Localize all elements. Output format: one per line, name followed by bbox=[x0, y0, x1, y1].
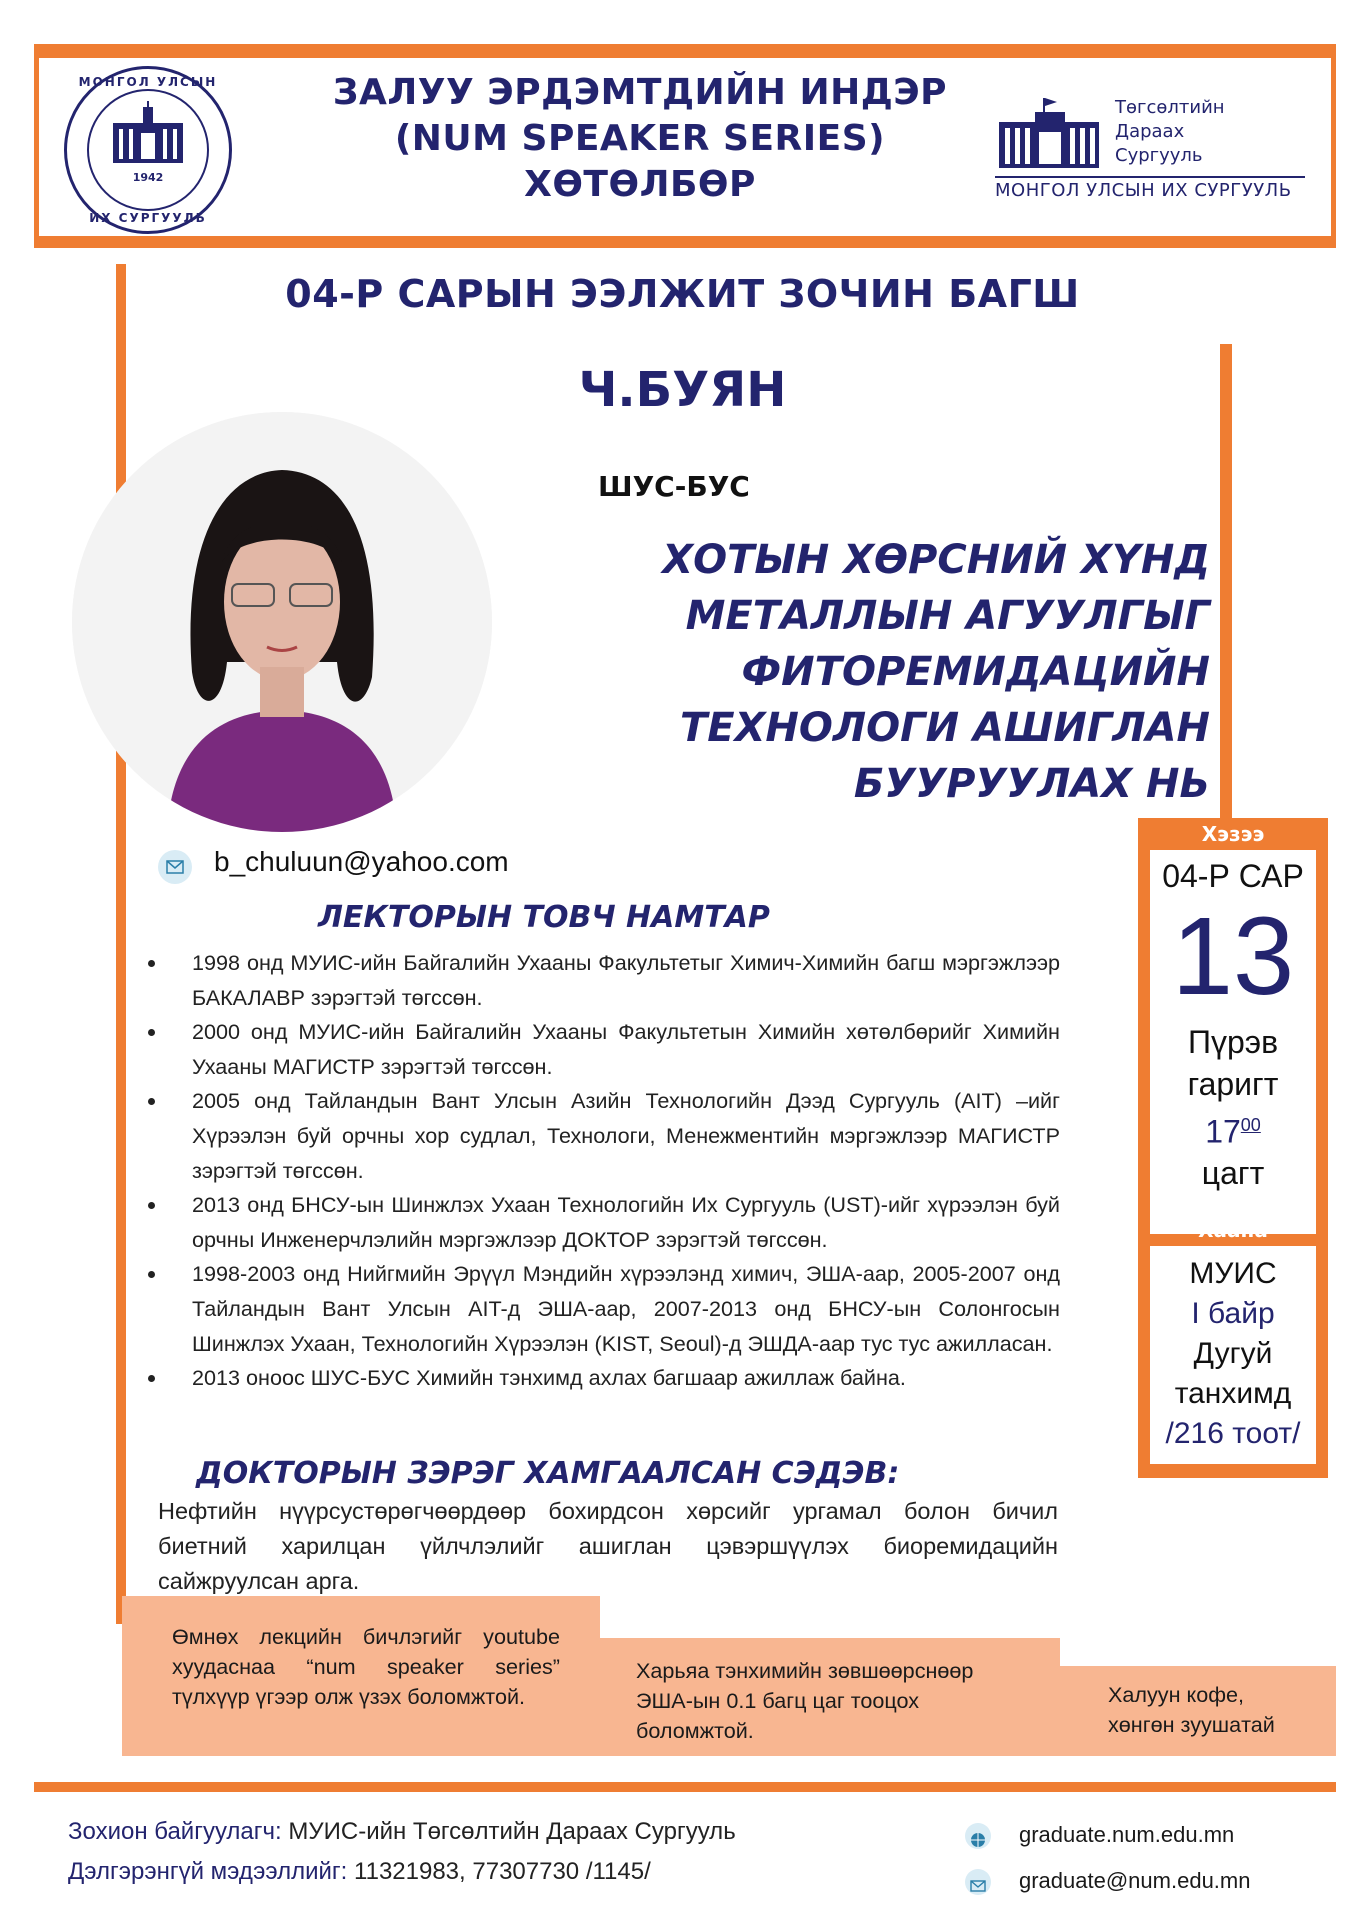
speaker-portrait-image bbox=[72, 412, 492, 832]
lecture-topic-line-5: БУУРУУЛАХ НЬ bbox=[853, 761, 1210, 807]
globe-icon bbox=[965, 1823, 991, 1849]
info-box-credit: Харьяа тэнхимийн зөвшөөрснөөр ЭША-ын 0.1 багц цаг тооцох боломжтой. bbox=[586, 1638, 1060, 1756]
footer-organizer bbox=[68, 1812, 736, 1892]
program-title bbox=[250, 70, 1030, 208]
contact-phones: 11321983, 77307730 /1145/ bbox=[354, 1858, 651, 1885]
graduate-school-logo bbox=[995, 96, 1335, 206]
website-link[interactable]: graduate.num.edu.mn bbox=[1019, 1822, 1235, 1847]
event-hall-suffix: танхимд bbox=[1174, 1377, 1292, 1410]
graduate-logo-university: МОНГОЛ УЛСЫН ИХ СУРГУУЛЬ bbox=[995, 180, 1292, 201]
left-frame-bar bbox=[116, 264, 126, 1624]
event-hall: Дугуй bbox=[1193, 1337, 1273, 1370]
date-box bbox=[1150, 850, 1316, 1234]
list-item: 1998 онд МУИС-ийн Байгалийн Ухааны Факультетыг Химич-Химийн багш мэргэжлээр БАКАЛАВР зэрэгтэй төгссөн. bbox=[148, 946, 1060, 1015]
footer-top-bar bbox=[34, 1782, 1336, 1792]
header-bottom-bar bbox=[34, 236, 1336, 248]
footer-contacts bbox=[965, 1812, 1250, 1904]
info-box-recordings: Өмнөх лекцийн бичлэгийг youtube хуудаснаа “num speaker series” түлхүүр үгээр олж үзэх боломжтой. bbox=[122, 1596, 600, 1756]
list-item: 2000 онд МУИС-ийн Байгалийн Ухааны Факультетын Химийн хөтөлбөрийг Химийн Ухааны МАГИСТР зэрэгтэй төгссөн. bbox=[148, 1015, 1060, 1084]
list-item: 2013 оноос ШУС-БУС Химийн тэнхимд ахлах багшаар ажиллаж байна. bbox=[148, 1361, 1060, 1396]
lecture-topic-line-1: ХОТЫН ХӨРСНИЙ ХҮНД bbox=[662, 537, 1210, 583]
event-weekday: Пүрэв bbox=[1187, 1024, 1279, 1060]
event-time-suffix: цагт bbox=[1201, 1154, 1265, 1191]
program-title-line-1: ЗАЛУУ ЭРДЭМТДИЙН ИНДЭР bbox=[332, 72, 948, 113]
month-title: 04-Р САРЫН ЭЭЛЖИТ ЗОЧИН БАГШ bbox=[285, 272, 1080, 316]
info-box-refreshments: Халуун кофе, хөнгөн зуушaтай bbox=[1048, 1666, 1336, 1756]
lecture-topic-line-3: ФИТОРЕМИДАЦИЙН bbox=[741, 649, 1210, 695]
event-venue: МУИС bbox=[1189, 1257, 1277, 1290]
thesis-text: Нефтийн нүүрсустөрөгчөөрдөөр бохирдсон хөрсийг ургамал болон бичил биетний харилцан үйлчлэлийг ашиглан цэвэршүүлэх биоремидацийн сайжруулсан арга. bbox=[158, 1498, 1058, 1594]
graduate-building-icon bbox=[995, 96, 1105, 174]
event-date-panel bbox=[1138, 818, 1328, 1478]
graduate-logo-line-3: Сургууль bbox=[1115, 145, 1203, 166]
event-time: $17^{00}$ bbox=[1205, 1113, 1261, 1150]
footer-email-link[interactable]: graduate@num.edu.mn bbox=[1019, 1868, 1251, 1893]
thesis-heading: ДОКТОРЫН ЗЭРЭГ ХАМГААЛСАН СЭДЭВ: bbox=[196, 1456, 900, 1491]
when-label: Хэзээ bbox=[1201, 822, 1265, 846]
seal-text-bottom: ИХ СУРГУУЛЬ bbox=[89, 211, 207, 225]
program-title-line-3: ХӨТӨЛБӨР bbox=[524, 164, 756, 205]
venue-box bbox=[1150, 1246, 1316, 1464]
speaker-photo bbox=[72, 412, 492, 832]
footer-email-row[interactable] bbox=[965, 1858, 1250, 1904]
building-icon bbox=[89, 101, 207, 181]
event-room: /216 тоот/ bbox=[1165, 1417, 1301, 1450]
seal-text-top: МОНГОЛ УЛСЫН bbox=[78, 75, 218, 89]
lecture-topic-line-2: МЕТАЛЛЫН АГУУЛГЫГ bbox=[685, 593, 1210, 639]
lecture-topic bbox=[560, 532, 1210, 812]
lecture-topic-line-4: ТЕХНОЛОГИ АШИГЛАН bbox=[679, 705, 1210, 751]
speaker-email-link[interactable]: b_chuluun@yahoo.com bbox=[214, 846, 509, 877]
bio-heading: ЛЕКТОРЫН ТОВЧ НАМТАР bbox=[318, 900, 770, 935]
list-item: 2005 онд Тайландын Вант Улсын Азийн Технологийн Дээд Сургууль (AIT) –ийг Хүрээлэн буй орчны хор судлал, Технологи, Менежментийн мэргэжлээр МАГИСТР зэрэгтэй төгссөн. bbox=[148, 1084, 1060, 1188]
where-label: Хаана bbox=[1198, 1218, 1268, 1242]
event-weekday-suffix: гаригт bbox=[1187, 1066, 1279, 1102]
organizer-label: Зохион байгуулагч: bbox=[68, 1818, 282, 1845]
header-left-edge bbox=[34, 58, 39, 248]
program-title-line-2: (NUM SPEAKER SERIES) bbox=[394, 118, 886, 159]
seal-year: 1942 bbox=[132, 171, 164, 184]
speaker-name: Ч.БУЯН bbox=[578, 362, 787, 418]
speaker-affiliation: ШУС-БУС bbox=[598, 470, 750, 503]
top-bar bbox=[34, 44, 1336, 58]
university-seal-logo bbox=[64, 66, 232, 234]
event-month: 04-Р САР bbox=[1162, 858, 1304, 894]
event-building: I байр bbox=[1191, 1297, 1275, 1330]
list-item: 1998-2003 онд Нийгмийн Эрүүл Мэндийн хүрээлэнд химич, ЭША-аар, 2005-2007 онд Тайландын Вант Улсын AIT-д ЭША-аар, 2007-2013 онд БНСУ-ын Солонгосын Шинжлэх Ухаан, Технологийн Хүрээлэн (KIST, Seoul)-д ЭШДА-аар тус тус ажилласан. bbox=[148, 1257, 1060, 1361]
list-item: 2013 онд БНСУ-ын Шинжлэх Ухаан Технологийн Их Сургууль (UST)-ийг хүрээлэн буй орчны Инженерчлэлийн мэргэжлээр ДОКТОР зэрэгтэй төгссөн. bbox=[148, 1188, 1060, 1257]
contact-label: Дэлгэрэнгүй мэдээллийг: bbox=[68, 1858, 348, 1885]
event-day: 13 bbox=[1171, 895, 1295, 1018]
footer-website-row[interactable] bbox=[965, 1812, 1250, 1858]
bio-list bbox=[148, 946, 1060, 1396]
envelope-icon bbox=[158, 850, 192, 884]
graduate-logo-line-1: Төгсөлтийн bbox=[1115, 97, 1225, 118]
organizer-name: МУИС-ийн Төгсөлтийн Дараах Сургууль bbox=[288, 1818, 736, 1845]
graduate-logo-line-2: Дараах bbox=[1115, 121, 1185, 142]
envelope-icon bbox=[965, 1869, 991, 1895]
